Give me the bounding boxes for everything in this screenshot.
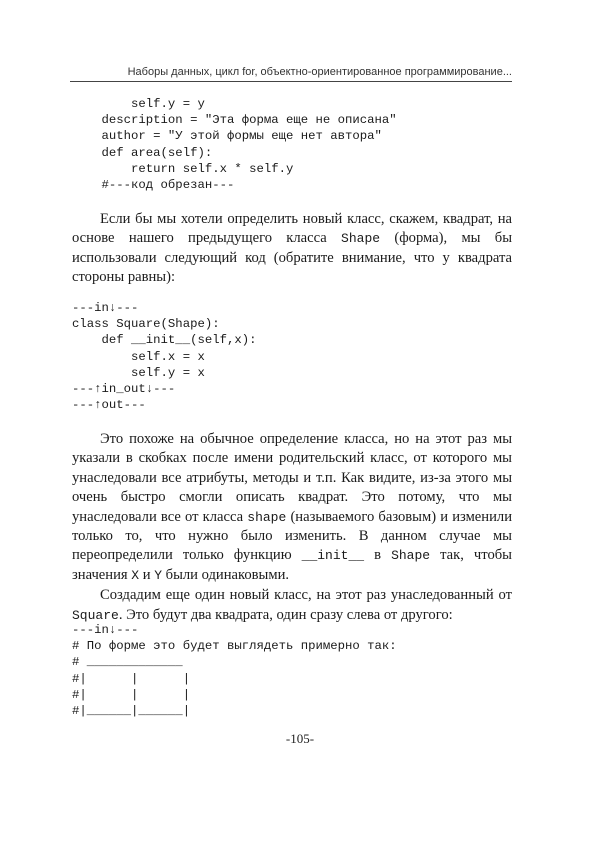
code-line: class Square(Shape):: [72, 317, 220, 332]
code-block-double-square: [72, 622, 397, 719]
inline-code-shape: Shape: [391, 548, 431, 564]
paragraph-text: Создадим еще один новый класс, на этот раз унаследованный от Square. Это будут два квадрата, один сразу слева от другого:: [72, 587, 512, 623]
page-number: -105-: [285, 731, 315, 746]
code-line: #| | |: [72, 687, 191, 702]
paragraph-text: Это похоже на обычное определение класса, но на этот раз мы указали в скобках после имени родительский класс, от которого мы унаследовали все атрибуты, методы и т.п. Как видите, из-за этого мы очень быстро смогли описать квадрат. Это потому, что мы унаследовали все от класса shape (называемого базовым) и изменили только то, что нужно было изменить. В данном случае мы переопределили только функцию __init__ в Shape так, чтобы значения X и Y были одинаковыми.: [72, 431, 512, 583]
code-line: description = "Эта форма еще не описана": [72, 113, 397, 128]
code-line: return self.x * self.y: [72, 161, 294, 176]
code-line: def __init__(self,x):: [72, 333, 257, 348]
code-line: def area(self):: [72, 145, 213, 160]
code-line: ---↑in_out↓---: [72, 382, 176, 397]
inline-code-shape-lower: shape: [247, 509, 287, 525]
code-block-class-shape-end: [72, 96, 397, 193]
running-header: Наборы данных, цикл for, объектно-ориентированное программирование...: [70, 66, 512, 82]
code-line: self.x = x: [72, 349, 205, 364]
inline-code-square: Square: [72, 607, 119, 623]
code-block-square-class: [72, 300, 256, 413]
code-line: #|______|______|: [72, 704, 191, 719]
inline-code-x: X: [131, 567, 140, 583]
code-line: self.y = x: [72, 365, 205, 380]
inline-code-y: Y: [154, 567, 162, 583]
code-line: # _____________: [72, 655, 183, 670]
code-line: ---↑out---: [72, 398, 146, 413]
paragraph-text: Если бы мы хотели определить новый класс, скажем, квадрат, на основе нашего предыдущего класса Shape (форма), мы бы использовали следующий код (обратите внимание, что у квадрата стороны равны):: [72, 211, 513, 286]
code-line: ---in↓---: [72, 301, 139, 315]
paragraph-inheritance-explanation: [72, 430, 512, 625]
paragraph-square-intro: [72, 210, 512, 288]
code-line: # По форме это будет выглядеть примерно так:: [72, 639, 397, 654]
code-line: ---in↓---: [72, 623, 139, 637]
inline-code-init: __init__: [301, 548, 365, 564]
code-line: author = "У этой формы еще нет автора": [72, 129, 382, 144]
code-line: self.y = y: [72, 97, 205, 111]
inline-code-shape: Shape: [341, 231, 381, 247]
code-line: #---код обрезан---: [72, 178, 235, 193]
code-line: #| | |: [72, 671, 191, 686]
